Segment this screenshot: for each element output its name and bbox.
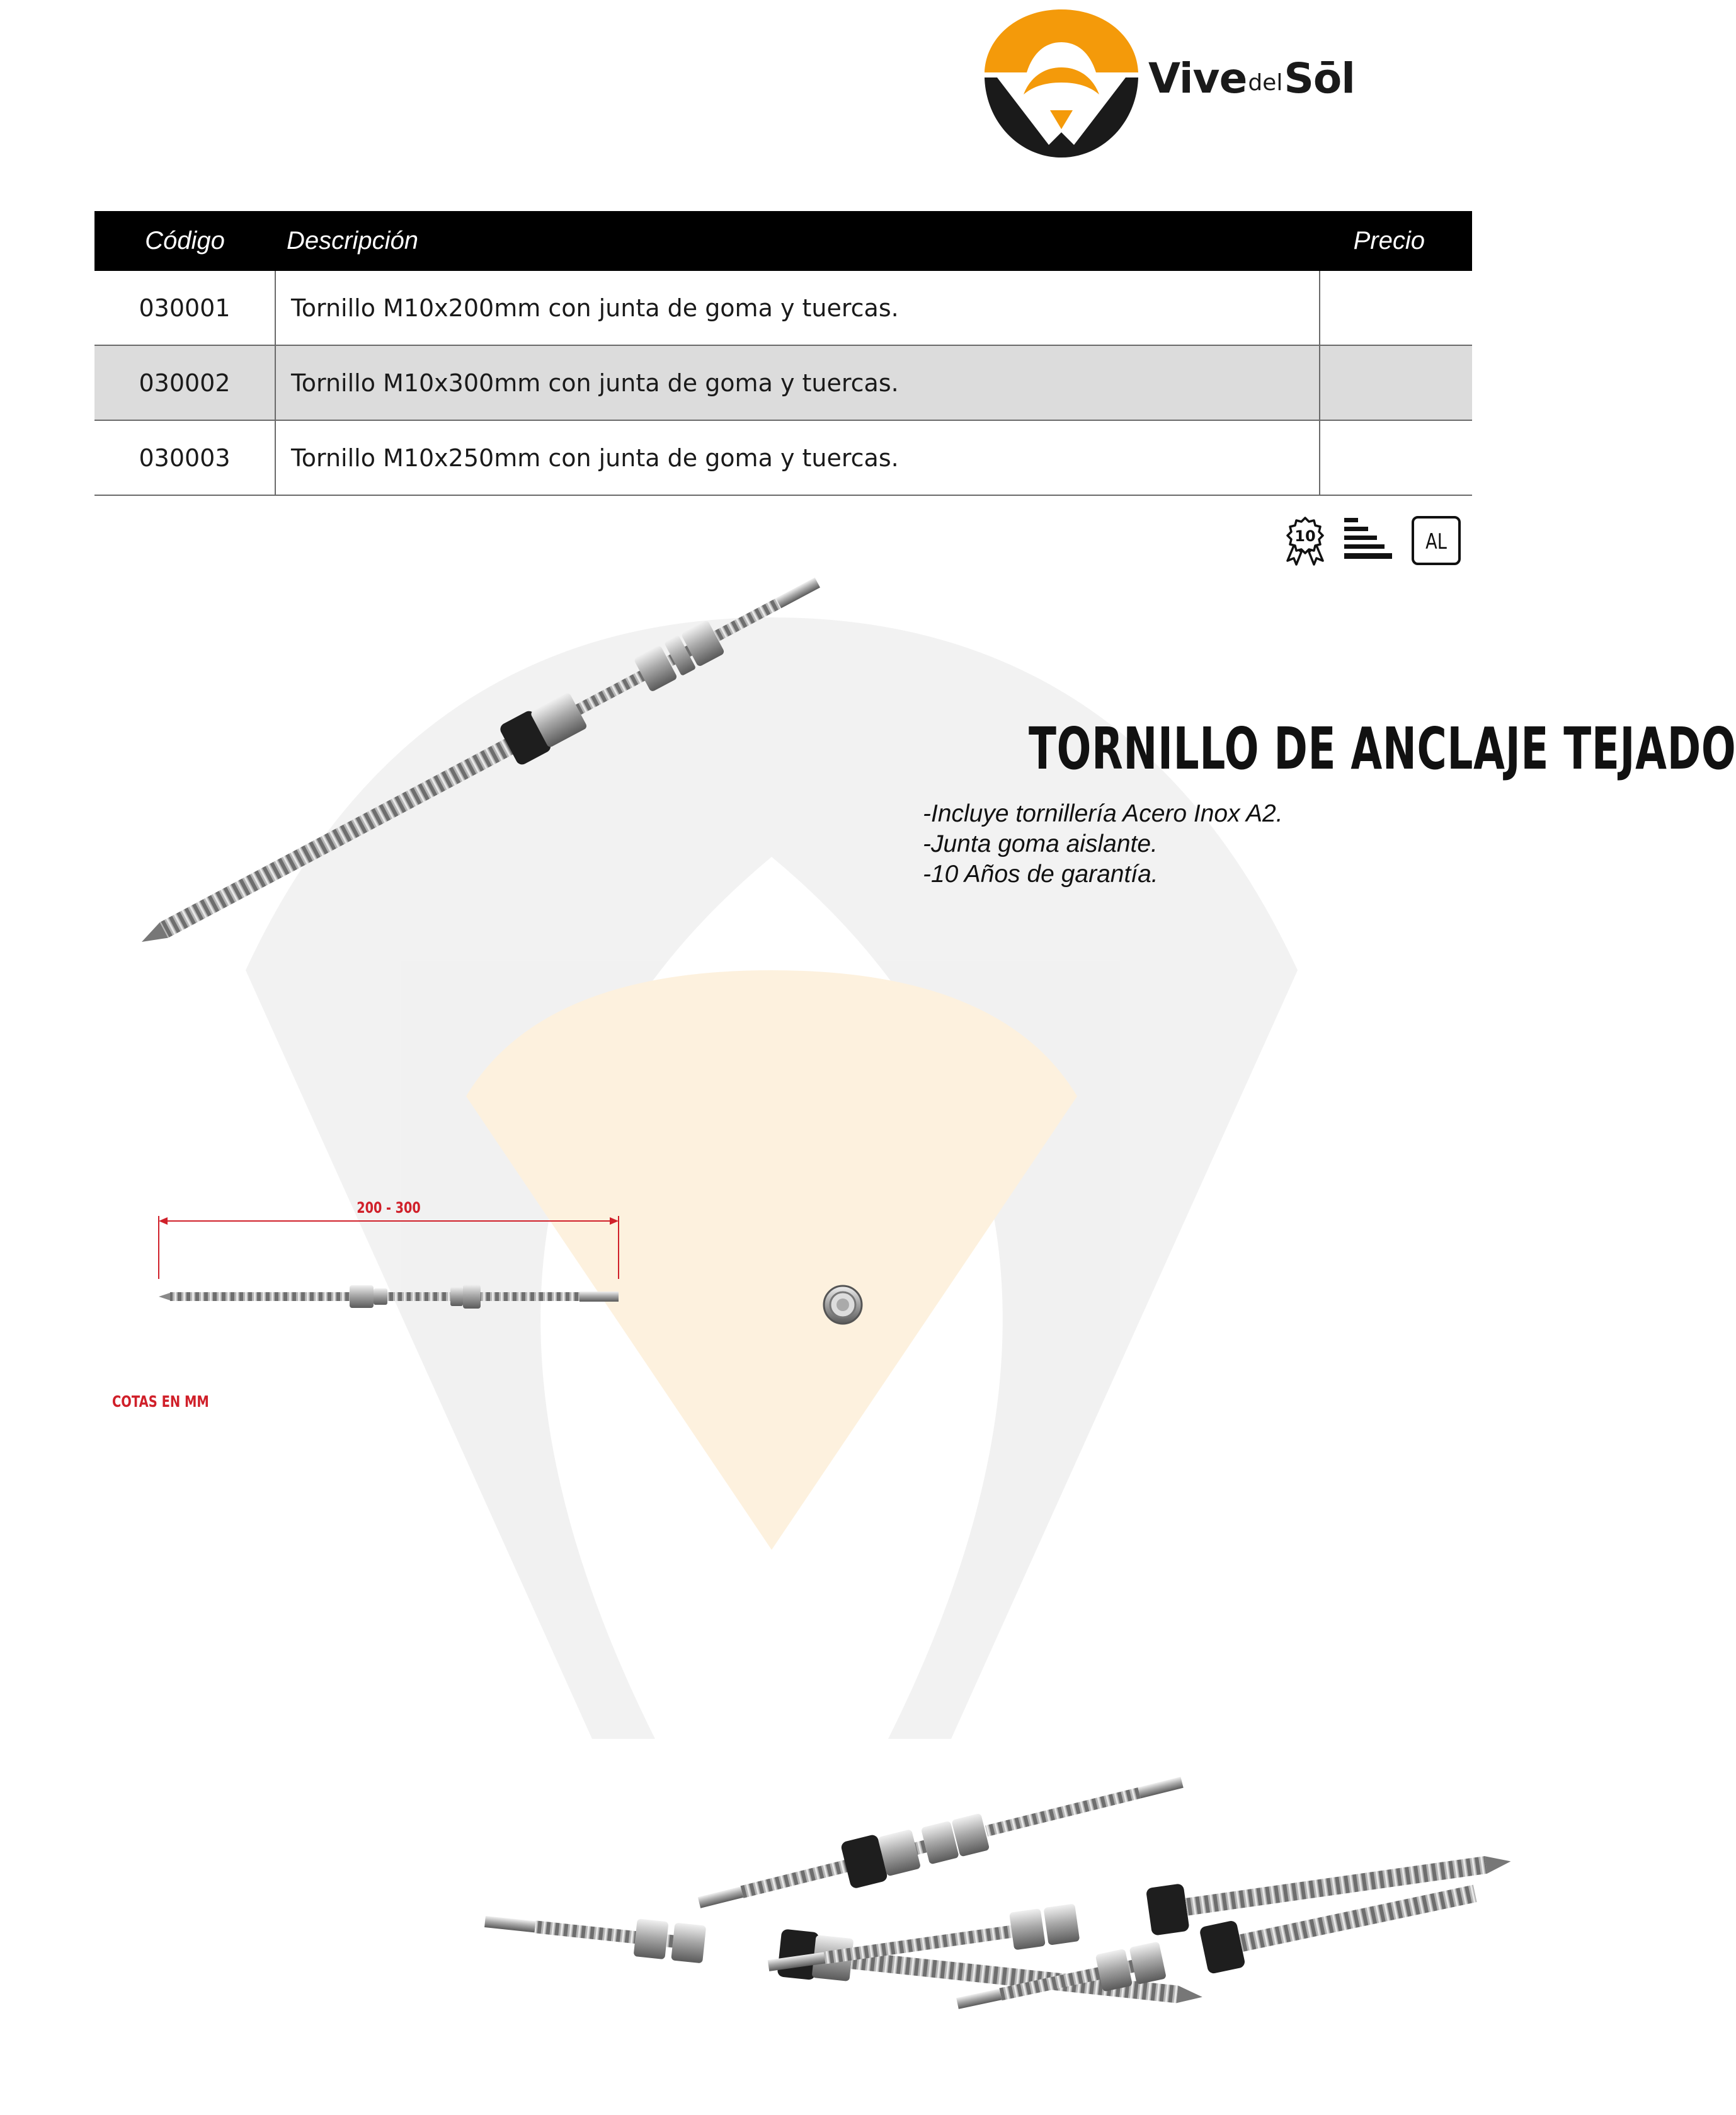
aluminium-material-icon [1411, 515, 1461, 566]
row-code: 030002 [94, 345, 275, 420]
warranty-10-years-icon [1280, 515, 1330, 566]
row-description: Tornillo M10x200mm con junta de goma y tuercas. [275, 271, 1320, 345]
row-price [1320, 420, 1472, 495]
table-row [94, 345, 1472, 420]
feature-list [923, 799, 1283, 890]
logo-mark-icon [979, 3, 1143, 161]
row-description: Tornillo M10x250mm con junta de goma y tuercas. [275, 420, 1320, 495]
row-price [1320, 345, 1472, 420]
row-code: 030003 [94, 420, 275, 495]
product-title: TORNILLO DE ANCLAJE TEJADO [1029, 715, 1736, 782]
brand-name [1148, 54, 1355, 103]
header-code: Código [94, 211, 275, 271]
hero-screw-image [126, 599, 901, 951]
screw-end-view-icon [820, 1282, 865, 1327]
brand-part2: del [1248, 70, 1283, 96]
material-code: AL [1425, 529, 1447, 554]
header-price: Precio [1320, 211, 1472, 271]
dimension-drawing [151, 1184, 642, 1329]
vivedelsol-logo [979, 0, 1383, 164]
feature-item: -Junta goma aislante. [923, 830, 1158, 857]
table-header-row [94, 211, 1472, 271]
stacked-bars-icon [1342, 515, 1392, 566]
table-row [94, 271, 1472, 345]
screw-group-image [479, 1777, 1505, 2104]
row-price [1320, 271, 1472, 345]
brand-part3: Sōl [1284, 54, 1355, 103]
feature-item: -Incluye tornillería Acero Inox A2. [923, 800, 1283, 827]
dimensions-note: COTAS EN MM [112, 1392, 209, 1411]
warranty-number: 10 [1294, 527, 1316, 545]
row-description: Tornillo M10x300mm con junta de goma y tuercas. [275, 345, 1320, 420]
header-description: Descripción [275, 211, 1320, 271]
brand-part1: Vive [1148, 54, 1247, 103]
price-table [94, 211, 1472, 496]
row-code: 030001 [94, 271, 275, 345]
feature-item: -10 Años de garantía. [923, 861, 1158, 888]
dimension-label: 200 - 300 [357, 1200, 421, 1217]
table-row [94, 420, 1472, 495]
